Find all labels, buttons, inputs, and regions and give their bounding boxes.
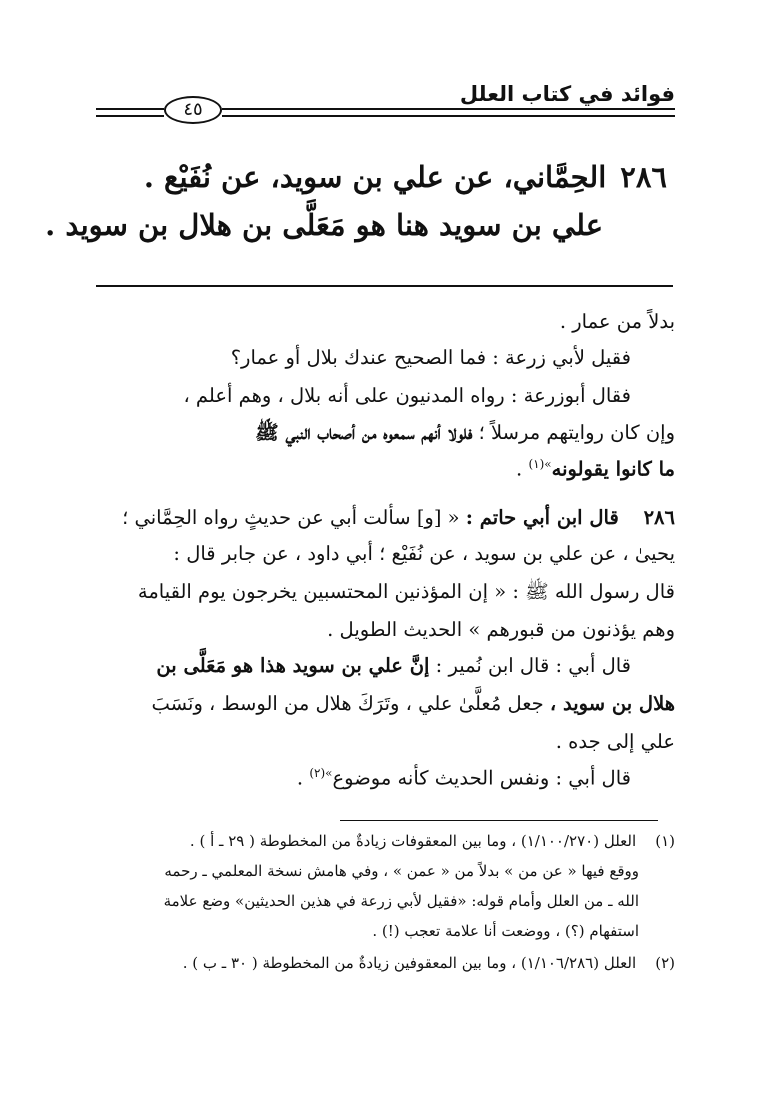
body-line-5-bold: ما كانوا يقولونه: [551, 457, 675, 481]
footnote-separator: [340, 820, 658, 821]
body-line-11: [151, 692, 675, 715]
header-rule-right: [222, 108, 675, 117]
body-line-1: بدلاً من عمار .: [559, 310, 675, 333]
heading-line-2: علي بن سويد هنا هو مَعَلَّى بن هلال بن سويد .: [45, 208, 603, 242]
body-line-5: [516, 457, 675, 481]
body-line-13-plain: قال أبي : ونفس الحديث كأنه موضوع: [332, 766, 631, 790]
body-line-6-rest: « [و] سألت أبي عن حديثٍ رواه الحِمَّاني ؛: [122, 506, 460, 529]
body-line-6-bold: قال ابن أبي حاتم :: [465, 506, 619, 529]
body-line-10: [156, 654, 631, 677]
body-line-4: [255, 421, 675, 449]
body-line-7: يحيىٰ ، عن علي بن سويد ، عن نُفَيْع ؛ أبي داود ، عن جابر قال :: [173, 542, 675, 565]
body-line-4-plain: وإن كان روايتهم مرسلاً ؛: [478, 421, 675, 444]
entry-number: ٢٨٦: [643, 506, 675, 529]
footnote-1-line-4: استفهام (؟) ، ووضعت أنا علامة تعجب (!) .: [372, 922, 639, 940]
heading-number: ٢٨٦: [620, 160, 667, 194]
body-line-13-end: .: [296, 766, 310, 790]
footnote-ref-2: »(٢): [309, 766, 333, 780]
body-line-6: [122, 506, 675, 529]
footnote-ref-1: »(١): [528, 457, 552, 471]
body-line-11-bold: هلال بن سويد ،: [549, 692, 675, 715]
heading-line-1: [144, 160, 667, 194]
footnote-1-line-2: ووقع فيها « عن من » بدلاً من « عمن » ، وفي هامش نسخة المعلمي ـ رحمه: [164, 862, 639, 880]
page-number: ٤٥: [164, 96, 222, 124]
running-title: فوائد في كتاب العلل: [459, 82, 675, 106]
footnote-1-number: (١): [655, 832, 675, 850]
body-line-9: وهم يؤذنون من قبورهم » الحديث الطويل .: [327, 618, 675, 641]
footnote-1-text-1: العلل (١/١٠٠/٢٧٠) ، وما بين المعقوفات زيادةٌ من المخطوطة ( ٢٩ ـ أ ) .: [189, 832, 637, 850]
section-divider: [96, 285, 673, 287]
body-line-5-end: .: [516, 457, 529, 481]
header-rule-left: [96, 108, 164, 117]
heading-text-1: الحِمَّاني، عن علي بن سويد، عن نُفَيْع .: [143, 160, 607, 194]
body-line-10-bold: إنَّ علي بن سويد هذا هو مَعَلَّى بن: [156, 654, 430, 677]
body-line-8: قال رسول الله ﷺ : « إن المؤذنين المحتسبين يخرجون يوم القيامة: [137, 580, 675, 603]
footnote-1-line-1: [190, 832, 675, 850]
body-line-13: [297, 766, 631, 790]
body-line-4-bold: فلولا أنهم سمعوه من أصحاب النبي ﷺ: [255, 421, 473, 444]
body-line-12: علي إلى جده .: [555, 730, 675, 753]
body-line-11-plain: جعل مُعلَّىٰ علي ، وتَرَكَ هلال من الوسط ، ونَسَبَ: [151, 692, 544, 715]
footnote-1-line-3: الله ـ من العلل وأمام قوله: «فقيل لأبي زرعة في هذين الحديثين» وضع علامة: [163, 892, 639, 910]
body-line-3: فقال أبوزرعة : رواه المدنيون على أنه بلال ، وهم أعلم ،: [183, 384, 631, 407]
body-line-10-plain: قال أبي : قال ابن نُمير :: [435, 654, 631, 677]
body-line-2: فقيل لأبي زرعة : فما الصحيح عندك بلال أو عمار؟: [230, 346, 631, 369]
footnote-2-text-1: العلل (١/١٠٦/٢٨٦) ، وما بين المعقوفين زيادةٌ من المخطوطة ( ٣٠ ـ ب ) .: [182, 954, 637, 972]
footnote-2-line-1: [183, 954, 675, 972]
footnote-2-number: (٢): [655, 954, 675, 972]
